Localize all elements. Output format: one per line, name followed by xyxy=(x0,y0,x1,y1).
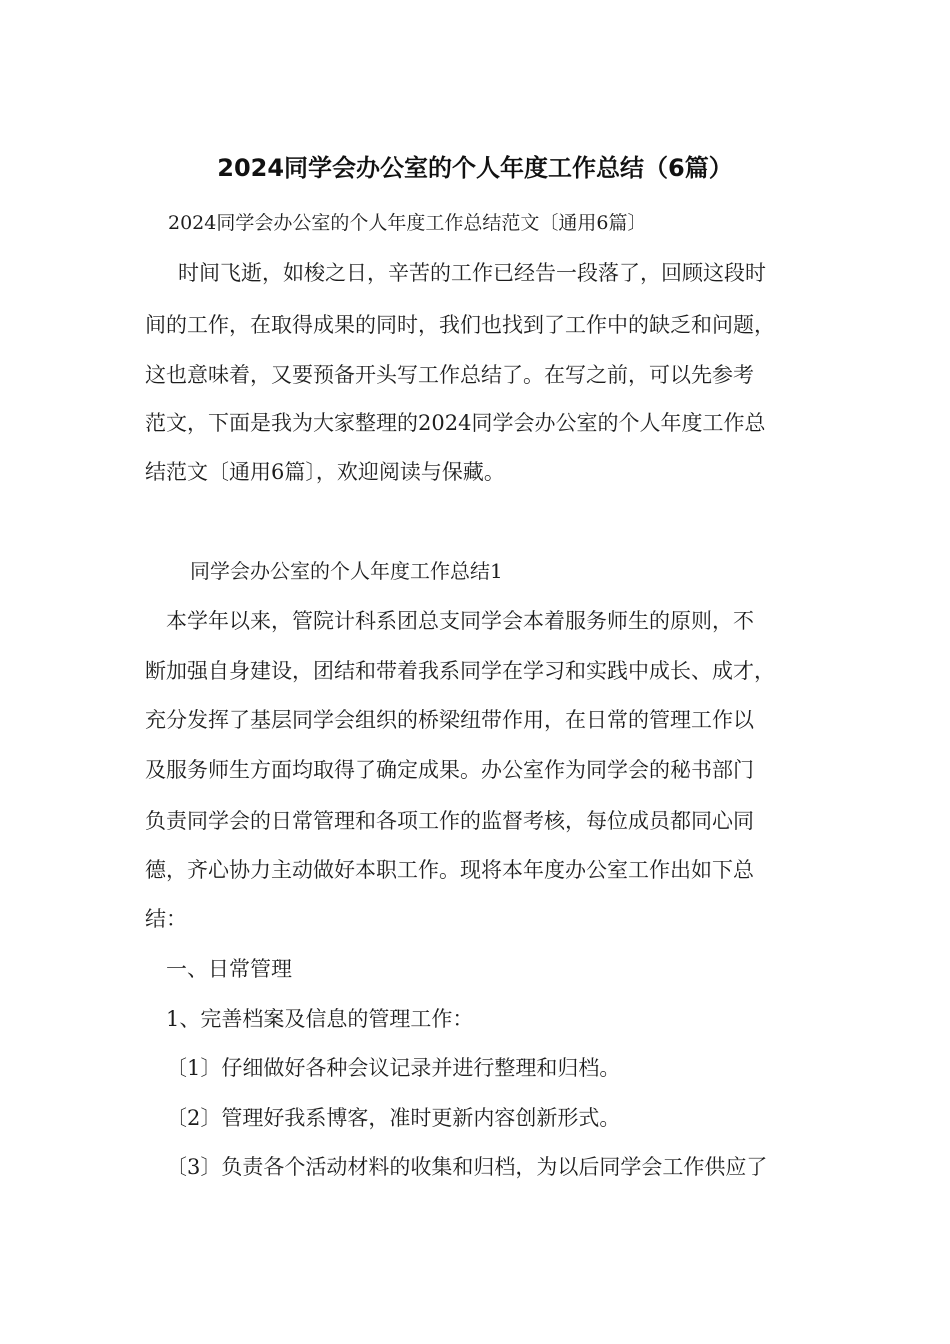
body-line: 及服务师生方面均取得了确定成果。办公室作为同学会的秘书部门 xyxy=(145,758,754,782)
intro-line: 这也意味着，又要预备开头写工作总结了。在写之前，可以先参考 xyxy=(145,363,754,387)
list-line: 〔3〕负责各个活动材料的收集和归档，为以后同学会工作供应了 xyxy=(166,1155,768,1179)
intro-line: 间的工作，在取得成果的同时，我们也找到了工作中的缺乏和问题， xyxy=(145,313,775,337)
list-line: 〔1〕仔细做好各种会议记录并进行整理和归档。 xyxy=(166,1056,621,1080)
intro-line: 时间飞逝，如梭之日，辛苦的工作已经告一段落了，回顾这段时 xyxy=(178,261,766,285)
document-subtitle: 2024同学会办公室的个人年度工作总结范文〔通用6篇〕 xyxy=(168,212,647,234)
body-line: 负责同学会的日常管理和各项工作的监督考核，每位成员都同心同 xyxy=(145,809,754,833)
body-line: 德，齐心协力主动做好本职工作。现将本年度办公室工作出如下总 xyxy=(145,858,754,882)
body-line: 本学年以来，管院计科系团总支同学会本着服务师生的原则，不 xyxy=(166,609,754,633)
body-line: 断加强自身建设，团结和带着我系同学在学习和实践中成长、成才， xyxy=(145,659,775,683)
list-line: 一、日常管理 xyxy=(166,957,292,981)
intro-line: 范文，下面是我为大家整理的2024同学会办公室的个人年度工作总 xyxy=(145,411,766,435)
document-title: 2024同学会办公室的个人年度工作总结（6篇） xyxy=(217,154,733,182)
list-line: 〔2〕管理好我系博客，准时更新内容创新形式。 xyxy=(166,1106,621,1130)
body-line: 充分发挥了基层同学会组织的桥梁纽带作用，在日常的管理工作以 xyxy=(145,708,754,732)
list-line: 1、完善档案及信息的管理工作： xyxy=(166,1007,474,1031)
intro-line: 结范文〔通用6篇〕，欢迎阅读与保藏。 xyxy=(145,460,505,484)
section-heading: 同学会办公室的个人年度工作总结1 xyxy=(190,559,503,583)
body-line: 结： xyxy=(145,907,187,931)
